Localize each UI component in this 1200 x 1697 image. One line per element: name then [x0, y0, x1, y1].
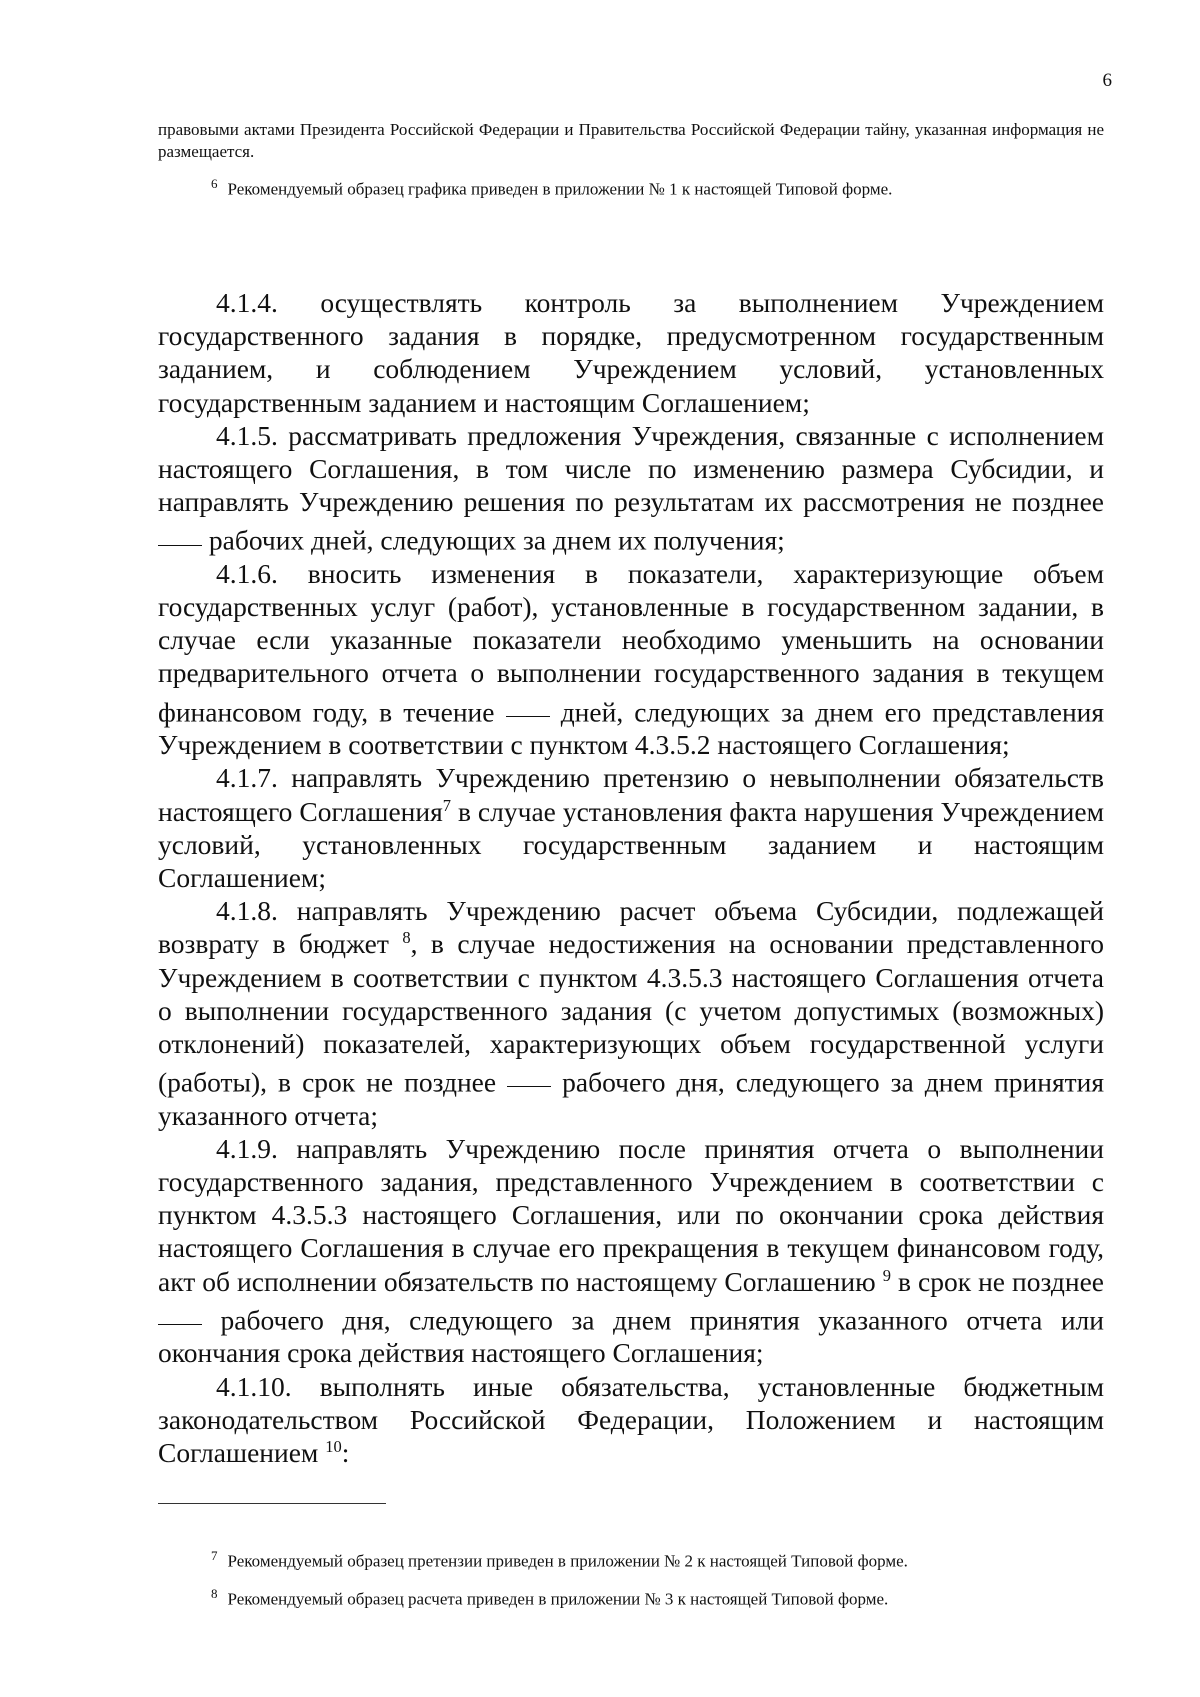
- clause-text: 4.1.4. осуществлять контроль за выполнением Учреждением государственного задания в порядке, предусмотренном государственным заданием, и соблюдением Учреждением условий, установленных государственным заданием и настоящим Соглашением;: [158, 287, 1104, 418]
- footnote-number: 6: [211, 176, 218, 191]
- clause-text: в случае установления факта нарушения Учреждением условий, установленных государственным заданием и настоящим Соглашением;: [158, 795, 1104, 893]
- clause-text: 4.1.7. направлять Учреждению претензию о невыполнении обязательств настоящего Соглашения: [158, 762, 1104, 827]
- footnote-ref: 10: [325, 1436, 342, 1456]
- clause-text: рабочего дня, следующего за днем принятия указанного отчета или окончания срока действия настоящего Соглашения;: [158, 1304, 1104, 1369]
- clause-text: рабочего дня, следующего за днем принятия указанного отчета;: [158, 1066, 1104, 1131]
- footnote-ref: 9: [882, 1265, 891, 1285]
- footnote-text: Рекомендуемый образец претензии приведен в приложении № 2 к настоящей Типовой форме.: [227, 1551, 908, 1571]
- clause-4-1-5: [158, 419, 1104, 557]
- footnote-7: [158, 1545, 1104, 1573]
- clause-4-1-8: [158, 894, 1104, 1132]
- clause-text: 4.1.5. рассматривать предложения Учреждения, связанные с исполнением настоящего Соглашения, в том числе по изменению размера Субсидии, и направлять Учреждению решения по результатам их рассмотрения не позднее: [158, 419, 1104, 518]
- clause-text: рабочих дней, следующих за днем их получения;: [208, 524, 785, 556]
- bottom-footnotes: [158, 1545, 1104, 1620]
- clause-text: в срок не позднее: [897, 1265, 1104, 1297]
- clause-text: :: [341, 1436, 350, 1468]
- clause-4-1-9: [158, 1132, 1104, 1370]
- blank-field: [158, 514, 202, 545]
- blank-field: [158, 1294, 202, 1325]
- document-body: [158, 286, 1104, 1469]
- clause-text: 4.1.6. вносить изменения в показатели, характеризующие объем государственных услуг (работ), установленные в государственном задании, в случае если указанные показатели необходимо уменьшить на основании предварительного отчета о выполнении государственного задания в текущем финансовом году, в течение: [158, 557, 1104, 727]
- footnote-ref: 7: [442, 795, 451, 815]
- clause-text: 4.1.10. выполнять иные обязательства, установленные бюджетным законодательством Российской Федерации, Положением и настоящим Соглашением: [158, 1370, 1104, 1468]
- footnote-6: [158, 173, 1104, 201]
- clause-text: 4.1.8. направлять Учреждению расчет объема Субсидии, подлежащей возврату в бюджет: [158, 895, 1104, 960]
- page-number: 6: [1102, 70, 1112, 91]
- footnote-number: 7: [211, 1548, 218, 1563]
- footnote-continuation: правовыми актами Президента Российской Федерации и Правительства Российской Федерации тайну, указанная информация не размещается.: [158, 120, 1104, 161]
- clause-text: 4.1.9. направлять Учреждению после принятия отчета о выполнении государственного задания, представленного Учреждением в соответствии с пунктом 4.3.5.3 настоящего Соглашения, или по окончании срока действия настоящего Соглашения в случае его прекращения в текущем финансовом году, акт об исполнении обязательств по настоящему Соглашению: [158, 1132, 1104, 1297]
- clause-4-1-4: [158, 286, 1104, 419]
- blank-field: [507, 1056, 551, 1087]
- footnote-text: Рекомендуемый образец расчета приведен в приложении № 3 к настоящей Типовой форме.: [227, 1589, 889, 1609]
- footnote-8: [158, 1583, 1104, 1611]
- blank-field: [506, 686, 550, 717]
- footnote-ref: 8: [402, 928, 411, 948]
- clause-text: , в случае недостижения на основании представленного Учреждением в соответствии с пунктом 4.3.5.3 настоящего Соглашения отчета о выполнении государственного задания (с учетом допустимых (возможных) отклонений) показателей, характеризующих объем государственной услуги (работы), в срок не позднее: [158, 928, 1104, 1098]
- clause-4-1-10: [158, 1370, 1104, 1470]
- clause-4-1-6: [158, 557, 1104, 761]
- footnote-text: Рекомендуемый образец графика приведен в приложении № 1 к настоящей Типовой форме.: [227, 179, 893, 199]
- clause-4-1-7: [158, 761, 1104, 894]
- footnote-number: 8: [211, 1585, 218, 1601]
- footnote-separator: [158, 1503, 386, 1504]
- top-footnotes: [158, 119, 1104, 201]
- clause-text: дней, следующих за днем его представления Учреждением в соответствии с пунктом 4.3.5.2 настоящего Соглашения;: [158, 695, 1105, 761]
